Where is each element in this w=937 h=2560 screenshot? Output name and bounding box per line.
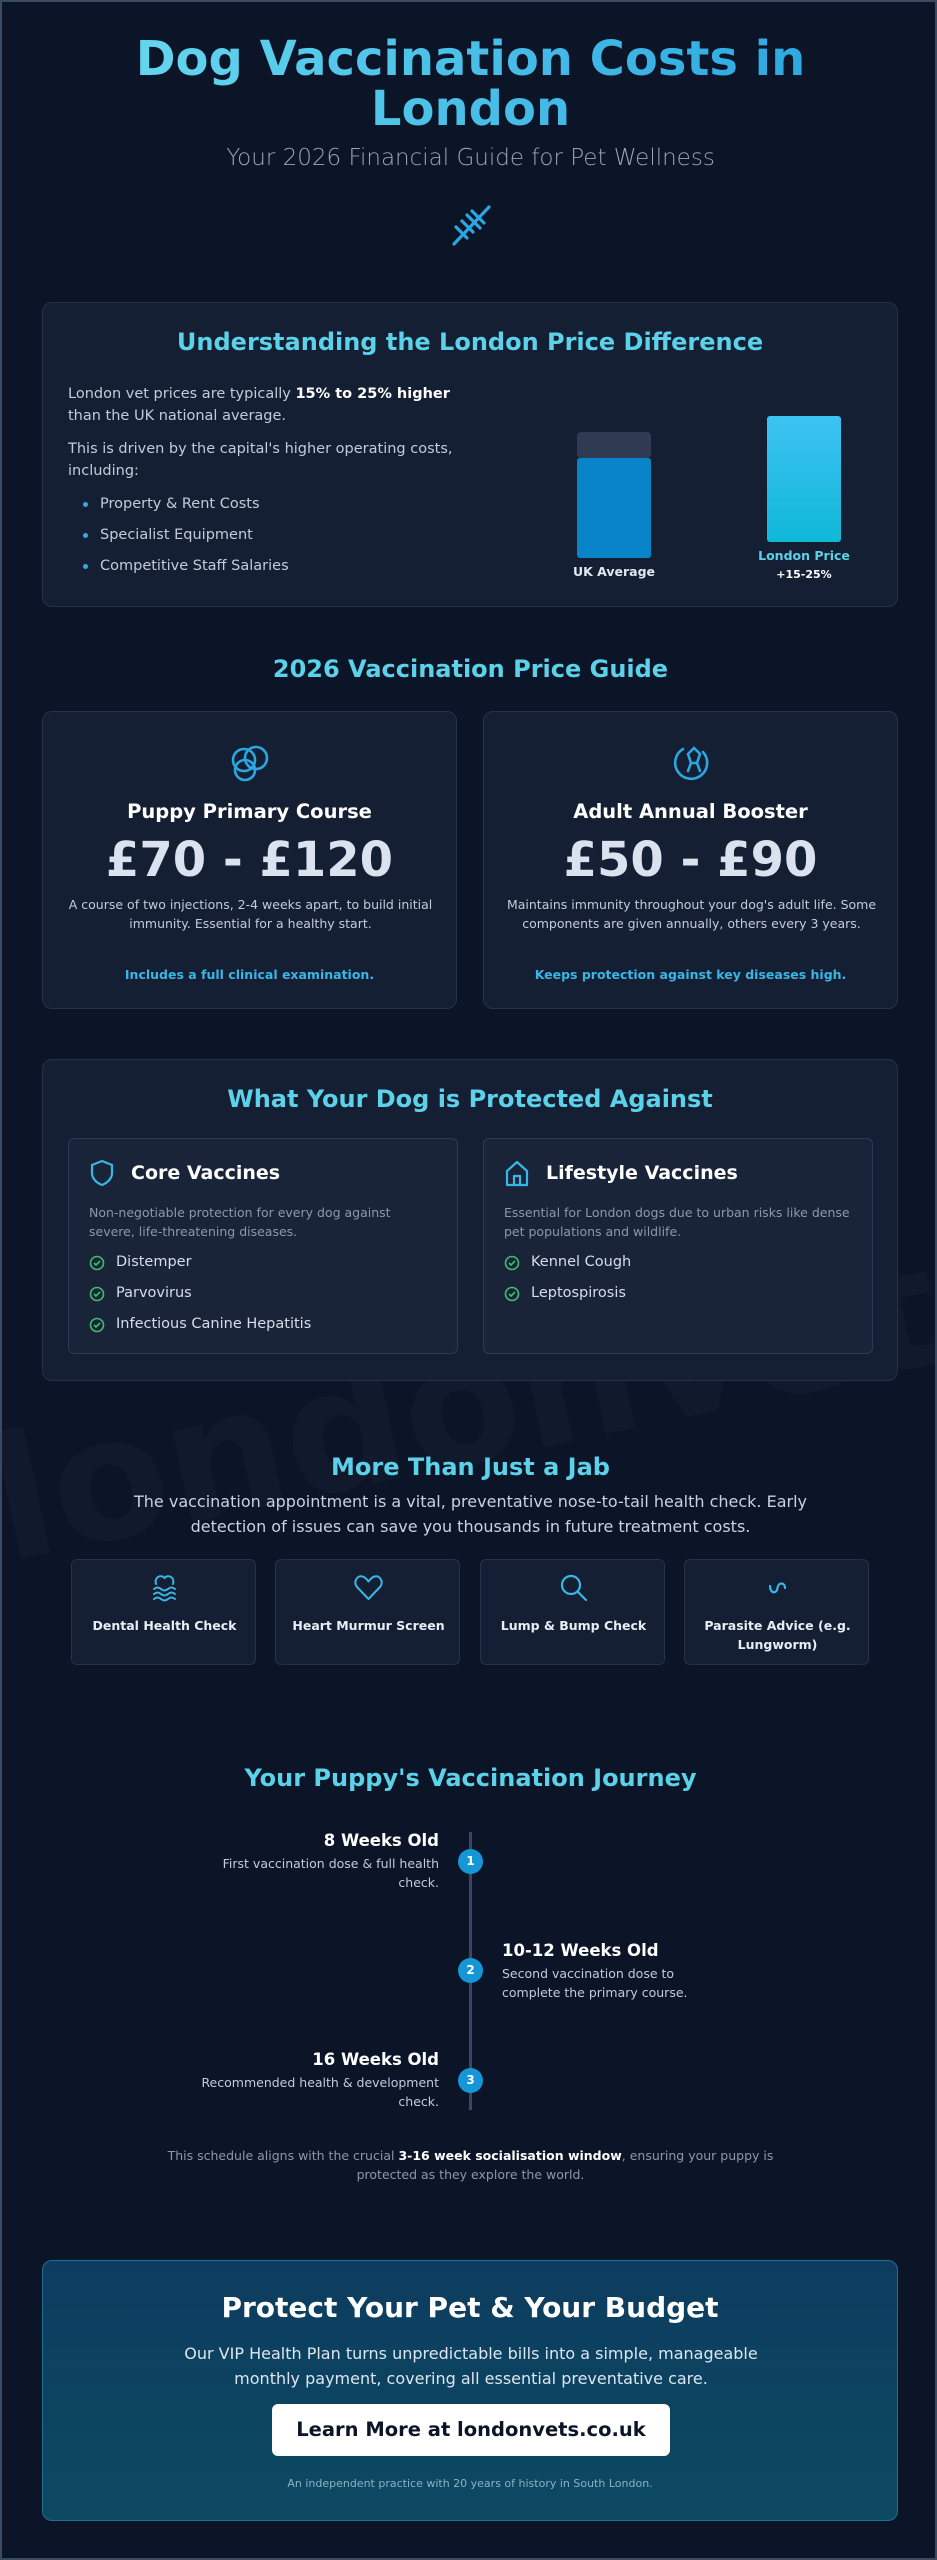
step-1-marker: 1 — [458, 1849, 483, 1874]
step-3-age: 16 Weeks Old — [312, 2050, 439, 2069]
uk-average-label: UK Average — [572, 564, 656, 579]
parasite-advice-card — [684, 1559, 869, 1665]
list-item: Competitive Staff Salaries — [68, 555, 468, 586]
lifestyle-vaccines-card — [483, 1138, 873, 1354]
core-vaccines-title: Core Vaccines — [131, 1162, 281, 1184]
price-difference-card — [42, 302, 898, 607]
check-circle-icon — [504, 1286, 520, 1302]
heart-icon — [353, 1572, 384, 1603]
price-comparison-chart — [523, 363, 883, 603]
heart-screen-label: Heart Murmur Screen — [292, 1618, 445, 1633]
london-price-label: London Price — [758, 548, 850, 563]
house-icon — [504, 1159, 530, 1187]
list-item: Property & Rent Costs — [68, 493, 468, 524]
shield-icon — [89, 1159, 115, 1187]
protection-title: What Your Dog is Protected Against — [227, 1085, 713, 1113]
lifestyle-vaccines-title: Lifestyle Vaccines — [546, 1162, 738, 1184]
core-vaccines-list — [89, 1252, 311, 1345]
core-vaccines-card — [68, 1138, 458, 1354]
list-item: Specialist Equipment — [68, 524, 468, 555]
check-circle-icon — [89, 1317, 105, 1333]
circles-icon — [225, 738, 275, 788]
step-1-text: First vaccination dose & full health check. — [222, 1856, 439, 1890]
london-price-increase: +15-25% — [776, 568, 832, 581]
check-circle-icon — [89, 1286, 105, 1302]
syringe-icon — [450, 204, 492, 248]
bullet-dot-icon — [83, 564, 88, 569]
health-check-title: More Than Just a Jab — [331, 1453, 610, 1481]
step-3-marker: 3 — [458, 2068, 483, 2093]
uk-average-headroom-bar — [577, 432, 651, 458]
dental-check-label: Dental Health Check — [92, 1618, 237, 1633]
journey-step-3 — [199, 2050, 439, 2111]
list-item: Parvovirus — [89, 1283, 311, 1314]
lifestyle-vaccines-list — [504, 1252, 631, 1314]
parasite-advice-label: Parasite Advice (e.g. Lungworm) — [704, 1618, 851, 1652]
lump-check-label: Lump & Bump Check — [500, 1618, 647, 1633]
price-difference-title: Understanding the London Price Difference — [176, 328, 764, 356]
adult-booster-price: £50 - £90 — [563, 832, 818, 888]
cost-driver-list — [68, 493, 468, 586]
price-difference-text — [68, 383, 468, 586]
price-difference-intro: London vet prices are typically 15% to 25% higher than the UK national average. — [68, 386, 450, 424]
list-item: Distemper — [89, 1252, 311, 1283]
health-check-description: The vaccination appointment is a vital, preventative nose-to-tail health check. Early detection of issues can save you thousands in future treatment costs. — [134, 1492, 807, 1536]
cta-banner — [42, 2260, 898, 2521]
protection-card — [42, 1059, 898, 1381]
worm-icon — [762, 1572, 793, 1603]
list-item: Infectious Canine Hepatitis — [89, 1314, 311, 1345]
step-1-age: 8 Weeks Old — [323, 1831, 439, 1850]
london-price-bar — [767, 416, 841, 542]
puppy-course-price: £70 - £120 — [105, 832, 394, 888]
schedule-note: This schedule aligns with the crucial 3-16 week socialisation window, ensuring your puppy is protected as they explore the world. — [167, 2148, 774, 2182]
puppy-course-card — [42, 711, 457, 1009]
core-vaccines-description: Non-negotiable protection for every dog against severe, life-threatening diseases. — [89, 1205, 391, 1239]
step-2-text: Second vaccination dose to complete the primary course. — [502, 1966, 688, 2000]
journey-title: Your Puppy's Vaccination Journey — [244, 1764, 697, 1792]
lump-check-card — [480, 1559, 665, 1665]
price-difference-driver: This is driven by the capital's higher operating costs, including: — [68, 441, 453, 479]
adult-booster-card — [483, 711, 898, 1009]
list-item: Kennel Cough — [504, 1252, 631, 1283]
adult-booster-description: Maintains immunity throughout your dog's adult life. Some components are given annually, others every 3 years. — [506, 897, 877, 931]
puppy-course-note: Includes a full clinical examination. — [124, 967, 375, 982]
vaccination-guide-title: 2026 Vaccination Price Guide — [272, 655, 669, 683]
bullet-dot-icon — [83, 533, 88, 538]
bullet-dot-icon — [83, 502, 88, 507]
dog-icon — [666, 738, 716, 788]
dental-check-card — [71, 1559, 256, 1665]
heart-screen-card — [275, 1559, 460, 1665]
learn-more-button[interactable]: Learn More at londonvets.co.uk — [272, 2404, 670, 2456]
adult-booster-note: Keeps protection against key diseases high. — [534, 967, 847, 982]
list-item: Leptospirosis — [504, 1283, 631, 1314]
journey-step-2 — [502, 1941, 722, 2002]
cta-footnote: An independent practice with 20 years of history in South London. — [287, 2477, 653, 2490]
adult-booster-name: Adult Annual Booster — [573, 800, 808, 823]
check-circle-icon — [504, 1255, 520, 1271]
journey-step-1 — [199, 1831, 439, 1892]
search-icon — [558, 1572, 589, 1603]
cta-description: Our VIP Health Plan turns unpredictable bills into a simple, manageable monthly payment, covering all essential preventative care. — [184, 2344, 758, 2388]
step-2-age: 10-12 Weeks Old — [502, 1941, 659, 1960]
step-2-marker: 2 — [458, 1958, 483, 1983]
check-circle-icon — [89, 1255, 105, 1271]
puppy-course-description: A course of two injections, 2-4 weeks apart, to build initial immunity. Essential for a healthy start. — [68, 897, 433, 931]
cta-title: Protect Your Pet & Your Budget — [221, 2291, 719, 2324]
tooth-icon — [149, 1572, 180, 1603]
step-3-text: Recommended health & development check. — [201, 2075, 439, 2109]
puppy-course-name: Puppy Primary Course — [127, 800, 372, 823]
lifestyle-vaccines-description: Essential for London dogs due to urban risks like dense pet populations and wildlife. — [504, 1205, 850, 1239]
page-title: Dog Vaccination Costs in London — [102, 34, 839, 134]
uk-average-bar — [577, 458, 651, 558]
page-subtitle: Your 2026 Financial Guide for Pet Wellness — [226, 145, 715, 171]
